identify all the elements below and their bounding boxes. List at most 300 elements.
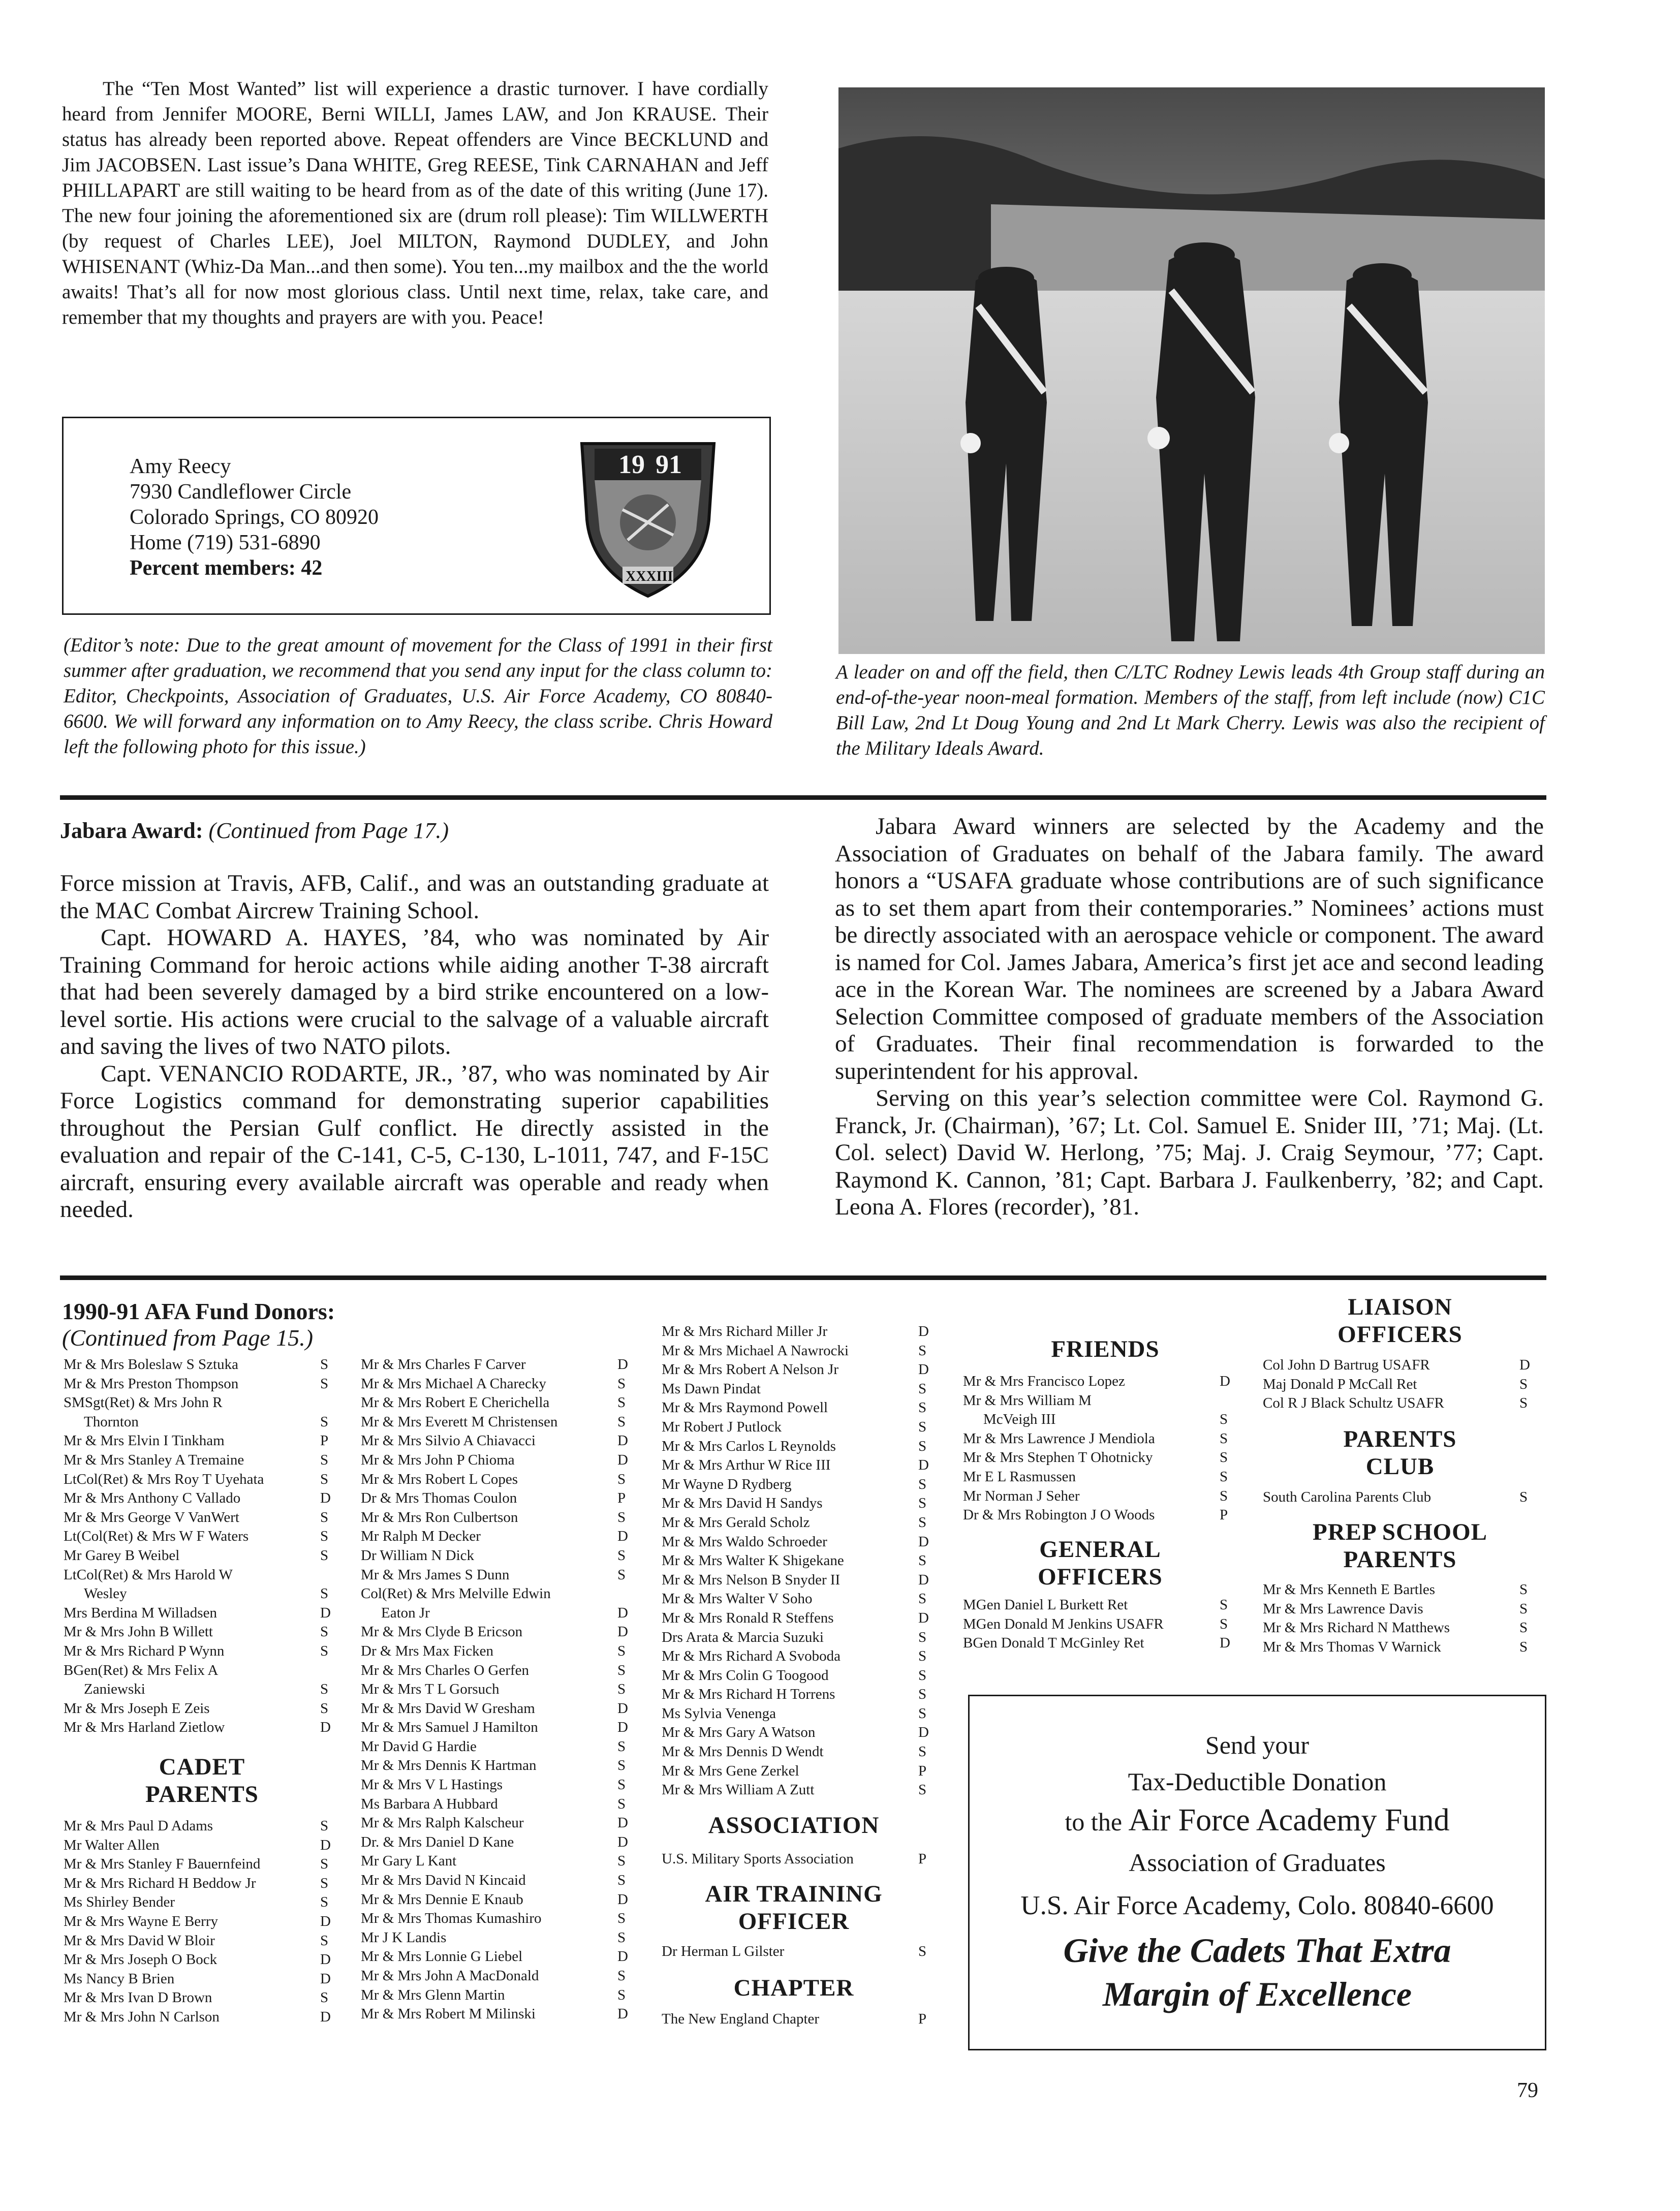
donor-level-code: S — [1220, 1487, 1228, 1504]
donor-name: Eaton Jr — [381, 1604, 430, 1621]
donor-row — [963, 1634, 1240, 1653]
parents-club-heading-line: PARENTS — [1343, 1426, 1457, 1452]
donor-level-code: S — [320, 1875, 329, 1891]
scribe-phone: Home (719) 531-6890 — [130, 531, 321, 554]
class-news-paragraph — [62, 76, 768, 330]
donor-level-code: D — [617, 1815, 628, 1831]
donor-level-code: S — [918, 1438, 927, 1454]
chapter-list — [662, 2010, 939, 2029]
donor-name: Dr & Mrs Max Ficken — [361, 1642, 493, 1659]
liaison-heading-line: LIAISON — [1348, 1294, 1452, 1320]
donor-row — [361, 1852, 638, 1871]
donor-level-code: S — [918, 1552, 927, 1569]
donor-row — [662, 1942, 939, 1961]
donor-level-code: S — [617, 1777, 626, 1793]
donor-name: Mr & Mrs John N Carlson — [64, 2008, 220, 2025]
donor-level-code: S — [918, 1495, 927, 1512]
donor-level-code: S — [320, 1700, 329, 1717]
donor-name: Dr. & Mrs Daniel D Kane — [361, 1833, 514, 1850]
donor-name: Mr & Mrs David H Sandys — [662, 1495, 823, 1512]
cadet-parents-heading-line: PARENTS — [145, 1781, 259, 1808]
donor-level-code: P — [918, 1851, 927, 1867]
donation-appeal-box — [968, 1695, 1546, 2050]
donor-name: BGen(Ret) & Mrs Felix A — [64, 1662, 219, 1678]
donor-name: Mr & Mrs Ivan D Brown — [64, 1989, 212, 2006]
donor-name: Mr Gary L Kant — [361, 1853, 457, 1870]
donor-level-code: S — [918, 1418, 927, 1435]
donor-level-code: S — [320, 1585, 329, 1602]
scribe-contact — [130, 454, 379, 581]
donor-row — [361, 1355, 638, 1375]
donor-row — [64, 1431, 340, 1451]
donor-name: McVeigh III — [983, 1411, 1056, 1428]
donor-name: Mr & Mrs Stanley F Bauernfeind — [64, 1856, 261, 1873]
donors-title: 1990-91 AFA Fund Donors: — [62, 1298, 335, 1324]
association-heading — [662, 1812, 926, 1839]
jabara-left-para: Capt. VENANCIO RODARTE, JR., ’87, who was nominated by Air Force Logistics command for demonstrating superior capabilities throughout the Persian Gulf conflict. He directly assisted in the evaluation and repair of the C-141, C-5, C-130, L-1011, 747, and F-15C aircraft, ensuring every available aircraft was operable and ready when needed. — [60, 1060, 769, 1223]
donor-name: Thornton — [84, 1413, 139, 1430]
donor-row — [361, 1967, 638, 1986]
donor-level-code: S — [320, 1413, 329, 1430]
parents-club-heading — [1263, 1425, 1537, 1480]
donor-level-code: D — [320, 1970, 331, 1987]
donor-name: Mr & Mrs Richard H Beddow Jr — [64, 1875, 256, 1891]
donor-row — [64, 1988, 340, 2008]
editors-note-text: (Editor’s note: Due to the great amount of movement for the Class of 1991 in their first summer after graduation, we recommend that you send any input for the class column to: Editor, Checkpoints, Association of Graduates, U.S. Air Force Academy, CO 80840-6600. We will forward any information on to Amy Reecy, the class scribe. Chris Howard left the following photo for this issue.) — [64, 634, 772, 758]
donor-name: Mr & Mrs Ron Culbertson — [361, 1509, 518, 1525]
donor-level-code: D — [617, 1833, 628, 1850]
donor-level-code: S — [1220, 1468, 1228, 1485]
donor-name: Mr & Mrs George V VanWert — [64, 1509, 239, 1525]
jabara-left-para: Force mission at Travis, AFB, Calif., and was an outstanding graduate at the MAC Combat Aircrew Training School. — [60, 870, 769, 924]
donor-level-code: S — [617, 1757, 626, 1774]
donor-level-code: D — [918, 1609, 929, 1626]
jabara-right-para: Jabara Award winners are selected by the Academy and the Association of Graduates on behalf of the Jabara family. The award honors a “USAFA graduate whose contributions are of such significance as to set them apart from their contemporaries.” Nominees’ actions must be directly associated with an aerospace vehicle or component. The award is named for Col. James Jabara, America’s first jet ace and second leading ace in the Korean War. The nominees are screened by a Jabara Award Selection Committee composed of graduate members of the Association of Graduates. Their final recommendation is forwarded to the superintendent for his approval. — [835, 813, 1544, 1084]
donor-name: Mr & Mrs V L Hastings — [361, 1777, 503, 1793]
donor-column-3 — [662, 1322, 939, 1800]
donor-level-code: D — [617, 1356, 628, 1373]
donor-row — [64, 1470, 340, 1489]
donor-row — [662, 1647, 939, 1666]
donor-row — [662, 1322, 939, 1342]
donor-level-code: D — [617, 1624, 628, 1640]
donor-row — [1263, 1618, 1540, 1638]
donor-level-code: S — [617, 1509, 626, 1525]
donor-level-code: S — [1519, 1600, 1528, 1617]
donor-level-code: D — [320, 1490, 331, 1507]
donor-row — [64, 1836, 340, 1855]
donor-name: Mr & Mrs Lonnie G Liebel — [361, 1948, 523, 1965]
donor-name: Mr & Mrs Gary A Watson — [662, 1724, 816, 1741]
donor-level-code: S — [1220, 1430, 1228, 1447]
donor-level-code: S — [617, 1413, 626, 1430]
page-number: 79 — [1517, 2079, 1538, 2102]
donor-name: Mr & Mrs Charles O Gerfen — [361, 1662, 530, 1678]
donor-row — [662, 1762, 939, 1781]
donor-name: Mr & Mrs Dennis D Wendt — [662, 1743, 824, 1760]
donor-name: Col John D Bartrug USAFR — [1263, 1357, 1430, 1373]
donor-level-code: D — [1519, 1357, 1530, 1373]
donor-name: Dr William N Dick — [361, 1547, 475, 1564]
donor-name: Mr & Mrs John P Chioma — [361, 1451, 515, 1468]
donor-name: Wesley — [84, 1585, 127, 1602]
donor-level-code — [320, 1393, 340, 1413]
donor-name: Mr Robert J Putlock — [662, 1418, 782, 1435]
donor-row — [361, 1795, 638, 1814]
scribe-street: 7930 Candleflower Circle — [130, 480, 352, 504]
donor-name: Mr & Mrs Lawrence Davis — [1263, 1600, 1423, 1617]
jabara-heading-bold: Jabara Award: — [60, 818, 203, 843]
donor-name: Mr & Mrs Anthony C Vallado — [64, 1490, 241, 1507]
jabara-heading-continued: (Continued from Page 17.) — [208, 818, 449, 843]
donor-name: Mr & Mrs Stephen T Ohotnicky — [963, 1449, 1153, 1466]
donor-level-code: S — [1519, 1620, 1528, 1636]
donor-name: Mr & Mrs Francisco Lopez — [963, 1373, 1125, 1389]
prep-school-heading — [1263, 1518, 1537, 1573]
donor-name: Mr & Mrs Walter V Soho — [662, 1591, 813, 1607]
donor-level-code: D — [918, 1361, 929, 1378]
donor-row — [361, 1986, 638, 2005]
donor-level-code: D — [617, 1433, 628, 1449]
donor-level-code: S — [617, 1795, 626, 1812]
donor-row — [662, 1437, 939, 1456]
donor-name: MGen Daniel L Burkett Ret — [963, 1597, 1128, 1613]
donor-name: Zaniewski — [84, 1681, 145, 1698]
section-divider-bottom — [60, 1275, 1546, 1280]
donor-name: Mr & Mrs Thomas Kumashiro — [361, 1910, 542, 1927]
donor-row — [361, 1451, 638, 1470]
donor-name: Mr & Mrs Joseph O Bock — [64, 1951, 217, 1968]
donor-name: Mr & Mrs Kenneth E Bartles — [1263, 1581, 1436, 1598]
donor-name: Mr & Mrs Preston Thompson — [64, 1375, 239, 1392]
donor-row — [1263, 1375, 1540, 1394]
donor-level-code: S — [617, 1853, 626, 1870]
donor-level-code: S — [617, 1662, 626, 1678]
donor-level-code — [320, 1661, 340, 1680]
donor-row — [963, 1487, 1240, 1506]
donor-name: SMSgt(Ret) & Mrs John R — [64, 1394, 223, 1411]
chapter-heading — [662, 1974, 926, 2002]
donor-name: Mr & Mrs Joseph E Zeis — [64, 1700, 210, 1717]
donor-level-code: S — [918, 1667, 927, 1684]
donor-row — [662, 1360, 939, 1380]
donor-row — [64, 1375, 340, 1394]
donor-row — [963, 1448, 1240, 1468]
cta-tax-deductible: Tax-Deductible Donation — [1128, 1767, 1387, 1796]
donor-name: Mr & Mrs Clyde B Ericson — [361, 1624, 523, 1640]
donor-row — [361, 1393, 638, 1413]
donor-row — [963, 1391, 1240, 1411]
donor-level-code: S — [617, 1968, 626, 1984]
donor-level-code: S — [1220, 1597, 1228, 1613]
donor-level-code: D — [617, 1451, 628, 1468]
donor-row — [1263, 1638, 1540, 1657]
donor-name: Mrs Berdina M Willadsen — [64, 1604, 217, 1621]
donor-level-code: S — [1220, 1449, 1228, 1466]
svg-text:XXXIII: XXXIII — [626, 569, 673, 584]
donor-name: LtCol(Ret) & Mrs Roy T Uyehata — [64, 1471, 264, 1487]
cta-fund-name: Air Force Academy Fund — [1128, 1803, 1450, 1838]
prep-heading-line: PARENTS — [1343, 1546, 1457, 1573]
donor-name: Mr & Mrs Paul D Adams — [64, 1818, 213, 1834]
donor-row — [963, 1429, 1240, 1449]
donor-row — [963, 1468, 1240, 1487]
friends-heading — [963, 1335, 1248, 1363]
donor-row — [361, 1413, 638, 1432]
donor-level-code: S — [320, 1547, 329, 1564]
donor-level-code: P — [617, 1490, 626, 1507]
donor-name: Mr & Mrs Colin G Toogood — [662, 1667, 829, 1684]
donor-level-code: S — [918, 1943, 927, 1959]
donor-row — [361, 1871, 638, 1890]
donor-row — [64, 1604, 340, 1623]
donor-row — [662, 1590, 939, 1609]
jabara-heading — [60, 818, 449, 844]
friends-list — [963, 1372, 1240, 1525]
donor-name: BGen Donald T McGinley Ret — [963, 1635, 1144, 1652]
donor-name: Mr & Mrs David W Gresham — [361, 1700, 535, 1717]
liaison-officers-list — [1263, 1356, 1540, 1413]
donor-level-code: S — [1519, 1489, 1528, 1505]
donor-level-code: D — [1220, 1635, 1230, 1652]
donor-level-code: S — [617, 1394, 626, 1411]
donor-column-1 — [64, 1355, 340, 1737]
donor-level-code: S — [918, 1743, 927, 1760]
parents-club-list — [1263, 1488, 1540, 1507]
section-divider-top — [60, 795, 1546, 800]
donor-name: Mr & Mrs Richard A Svoboda — [662, 1648, 841, 1665]
scribe-name: Amy Reecy — [130, 455, 231, 478]
donor-level-code: S — [617, 1929, 626, 1946]
donor-name: Mr & Mrs Richard Miller Jr — [662, 1323, 828, 1340]
donor-row — [1263, 1580, 1540, 1600]
donor-name: MGen Donald M Jenkins USAFR — [963, 1615, 1164, 1632]
donor-level-code: D — [617, 1891, 628, 1908]
donor-level-code: S — [617, 1642, 626, 1659]
donor-name: Ms Shirley Bender — [64, 1894, 175, 1911]
donor-name: Mr Norman J Seher — [963, 1487, 1080, 1504]
cta-slogan-1: Give the Cadets That Extra — [1063, 1931, 1451, 1970]
donor-row — [361, 1947, 638, 1967]
prep-heading-line: PREP SCHOOL — [1313, 1519, 1487, 1545]
donor-row — [361, 1604, 638, 1623]
donor-name: Mr & Mrs Robert E Cherichella — [361, 1394, 550, 1411]
donor-row — [64, 1642, 340, 1661]
donor-row — [1263, 1394, 1540, 1413]
donor-level-code: S — [320, 1471, 329, 1487]
donor-name: Mr & Mrs Arthur W Rice III — [662, 1457, 831, 1474]
donor-column-2 — [361, 1355, 638, 2024]
donor-name: Mr & Mrs Samuel J Hamilton — [361, 1719, 538, 1736]
donor-name: LtCol(Ret) & Mrs Harold W — [64, 1566, 233, 1583]
donor-name: Ms Barbara A Hubbard — [361, 1795, 498, 1812]
donor-level-code: S — [320, 1989, 329, 2006]
donor-level-code: S — [918, 1591, 927, 1607]
donor-name: Mr & Mrs Boleslaw S Sztuka — [64, 1356, 238, 1373]
donor-level-code: D — [617, 1948, 628, 1965]
donor-row — [64, 1489, 340, 1508]
donor-row — [662, 1685, 939, 1704]
donor-row — [64, 1451, 340, 1470]
donor-row — [361, 1527, 638, 1546]
donor-level-code: S — [617, 1910, 626, 1927]
donor-row — [662, 1571, 939, 1590]
air-training-heading-line: OFFICER — [738, 1908, 850, 1935]
donor-level-code: S — [918, 1476, 927, 1492]
donor-row — [64, 1874, 340, 1893]
donor-row — [64, 1699, 340, 1719]
donor-name: South Carolina Parents Club — [1263, 1489, 1432, 1505]
class-crest-logo — [572, 433, 724, 601]
donor-name: Mr & Mrs Dennis K Hartman — [361, 1757, 537, 1774]
svg-text:19: 19 — [618, 450, 645, 479]
donor-level-code — [320, 1566, 340, 1585]
donor-name: Col R J Black Schultz USAFR — [1263, 1395, 1444, 1412]
donor-level-code: D — [617, 1528, 628, 1545]
donor-row — [361, 1814, 638, 1833]
donor-name: Mr Walter Allen — [64, 1836, 160, 1853]
donor-level-code: D — [1220, 1373, 1230, 1389]
donor-name: Mr & Mrs Waldo Schroeder — [662, 1533, 827, 1550]
donor-row — [361, 1584, 638, 1604]
donor-level-code: S — [320, 1818, 329, 1834]
donor-row — [64, 1932, 340, 1951]
donor-row — [64, 1566, 340, 1585]
donor-level-code: P — [320, 1433, 329, 1449]
donor-name: Ms Dawn Pindat — [662, 1380, 761, 1397]
donor-name: Mr & Mrs Charles F Carver — [361, 1356, 526, 1373]
photo-caption — [836, 660, 1545, 761]
donor-level-code: D — [617, 1700, 628, 1717]
editors-note — [64, 633, 772, 760]
donor-name: Mr & Mrs Nelson B Snyder II — [662, 1571, 841, 1588]
donor-level-code: P — [1220, 1507, 1228, 1523]
donor-row — [662, 1380, 939, 1399]
donor-name: Mr & Mrs James S Dunn — [361, 1566, 510, 1583]
cta-association: Association of Graduates — [1129, 1848, 1386, 1877]
donor-row — [64, 1546, 340, 1566]
donor-level-code: S — [918, 1380, 927, 1397]
general-heading-line: OFFICERS — [1038, 1564, 1163, 1590]
donor-row — [662, 1533, 939, 1552]
liaison-officers-heading — [1263, 1293, 1537, 1348]
donor-row — [662, 1781, 939, 1800]
donor-level-code: S — [918, 1399, 927, 1416]
jabara-left-para: Capt. HOWARD A. HAYES, ’84, who was nominated by Air Training Command for heroic actions while aiding another T-38 aircraft that had been severely damaged by a bird strike encountered on a low-level sortie. His actions were crucial to the salvage of a valuable aircraft and saving the lives of two NATO pilots. — [60, 924, 769, 1060]
donor-name: Mr & Mrs Raymond Powell — [662, 1399, 828, 1416]
donor-name: Ms Sylvia Venenga — [662, 1705, 776, 1722]
donor-level-code: S — [320, 1932, 329, 1949]
association-list — [662, 1850, 939, 1869]
donor-level-code: S — [918, 1629, 927, 1645]
donor-row — [64, 1680, 340, 1699]
donor-row — [64, 1508, 340, 1528]
donor-level-code: S — [918, 1648, 927, 1665]
donor-name: Mr Ralph M Decker — [361, 1528, 481, 1545]
donor-row — [64, 1584, 340, 1604]
donor-name: Lt(Col(Ret) & Mrs W F Waters — [64, 1528, 249, 1545]
parents-club-heading-line: CLUB — [1365, 1453, 1435, 1480]
donor-row — [361, 1375, 638, 1394]
donor-row — [662, 1418, 939, 1437]
donor-level-code: D — [617, 1719, 628, 1736]
donor-level-code: D — [320, 1719, 331, 1736]
donor-level-code: S — [918, 1705, 927, 1722]
donor-name: Mr David G Hardie — [361, 1738, 477, 1755]
donor-row — [64, 1970, 340, 1989]
donor-level-code: S — [617, 1986, 626, 2003]
association-heading-line: ASSOCIATION — [708, 1812, 880, 1839]
donor-row — [64, 1718, 340, 1737]
donor-row — [662, 1628, 939, 1647]
donor-name: Col(Ret) & Mrs Melville Edwin — [361, 1585, 551, 1602]
donor-row — [963, 1615, 1240, 1634]
jabara-left-column — [60, 870, 769, 1224]
donor-name: Mr & Mrs John B Willett — [64, 1624, 213, 1640]
donor-name: Mr & Mrs Stanley A Tremaine — [64, 1451, 244, 1468]
donor-row — [1263, 1600, 1540, 1619]
friends-heading-line: FRIENDS — [1051, 1336, 1160, 1362]
donor-row — [361, 1699, 638, 1719]
donor-name: The New England Chapter — [662, 2011, 820, 2027]
donor-row — [361, 1737, 638, 1757]
donor-name: Mr Wayne D Rydberg — [662, 1476, 792, 1492]
donor-level-code: S — [320, 1375, 329, 1392]
donor-level-code: S — [1519, 1376, 1528, 1392]
donor-row — [361, 1928, 638, 1948]
donor-level-code: S — [617, 1566, 626, 1583]
donor-row — [662, 1742, 939, 1762]
donor-level-code: S — [320, 1681, 329, 1698]
donor-level-code: D — [320, 1836, 331, 1853]
donor-row — [963, 1372, 1240, 1391]
donor-level-code: D — [320, 1951, 331, 1968]
donor-name: Mr & Mrs Silvio A Chiavacci — [361, 1433, 536, 1449]
prep-school-list — [1263, 1580, 1540, 1657]
donor-row — [662, 1551, 939, 1571]
donor-name: Mr & Mrs Everett M Christensen — [361, 1413, 558, 1430]
donor-name: Mr & Mrs Robert M Milinski — [361, 2006, 536, 2022]
donor-row — [662, 1513, 939, 1533]
donor-row — [662, 1704, 939, 1724]
donor-row — [662, 1398, 939, 1418]
cta-slogan-2: Margin of Excellence — [1102, 1975, 1412, 2013]
jabara-right-para: Serving on this year’s selection committee were Col. Raymond G. Franck, Jr. (Chairman), ’67; Lt. Col. Samuel E. Snider III, ’71; Maj. (Lt. Col. select) David W. Herlong, ’75; Maj. J. Craig Seymour, ’77; Capt. Raymond K. Cannon, ’81; Capt. Barbara J. Faulkenberry, ’82; and Capt. Leona A. Flores (recorder), ’81. — [835, 1085, 1544, 1220]
donor-level-code: S — [617, 1547, 626, 1564]
donor-row — [64, 2008, 340, 2027]
donor-name: Mr & Mrs Ronald R Steffens — [662, 1609, 834, 1626]
donor-name: Mr & Mrs Gene Zerkel — [662, 1762, 799, 1779]
donor-name: Mr & Mrs Richard H Torrens — [662, 1686, 835, 1703]
general-officers-heading — [963, 1536, 1237, 1591]
donor-row — [361, 1833, 638, 1852]
donor-row — [662, 2010, 939, 2029]
scribe-percent: Percent members: 42 — [130, 556, 323, 580]
class-news-text: The “Ten Most Wanted” list will experience a drastic turnover. I have cordially heard from Jennifer MOORE, Berni WILLI, James LAW, and Jon KRAUSE. Their status has already been reported above. Repeat offenders are Vince BECKLUND and Jim JACOBSEN. Last issue’s Dana WHITE, Greg REESE, Tink CARNAHAN and Jeff PHILLAPART are still waiting to be heard from as of the date of this writing (June 17). The new four joining the aforementioned six are (drum roll please): Tim WILLWERTH (by request of Charles LEE), Joel MILTON, Raymond DUDLEY, and John WHISENANT (Whiz-Da Man...and then some). You ten...my mailbox and the the world awaits! That’s all for now most glorious class. Until next time, relax, take care, and remember that my thoughts and prayers are with you. Peace! — [62, 78, 768, 328]
donor-row — [662, 1342, 939, 1361]
donor-level-code: S — [1220, 1615, 1228, 1632]
donor-row — [64, 1527, 340, 1546]
donor-row — [361, 1566, 638, 1585]
donor-name: Dr & Mrs Robington J O Woods — [963, 1507, 1155, 1523]
donor-level-code: S — [1220, 1411, 1228, 1428]
donor-row — [662, 1494, 939, 1513]
donor-row — [64, 1817, 340, 1836]
donor-level-code: D — [918, 1533, 929, 1550]
donor-row — [361, 1546, 638, 1566]
donor-row — [361, 1909, 638, 1928]
donor-level-code: S — [320, 1624, 329, 1640]
